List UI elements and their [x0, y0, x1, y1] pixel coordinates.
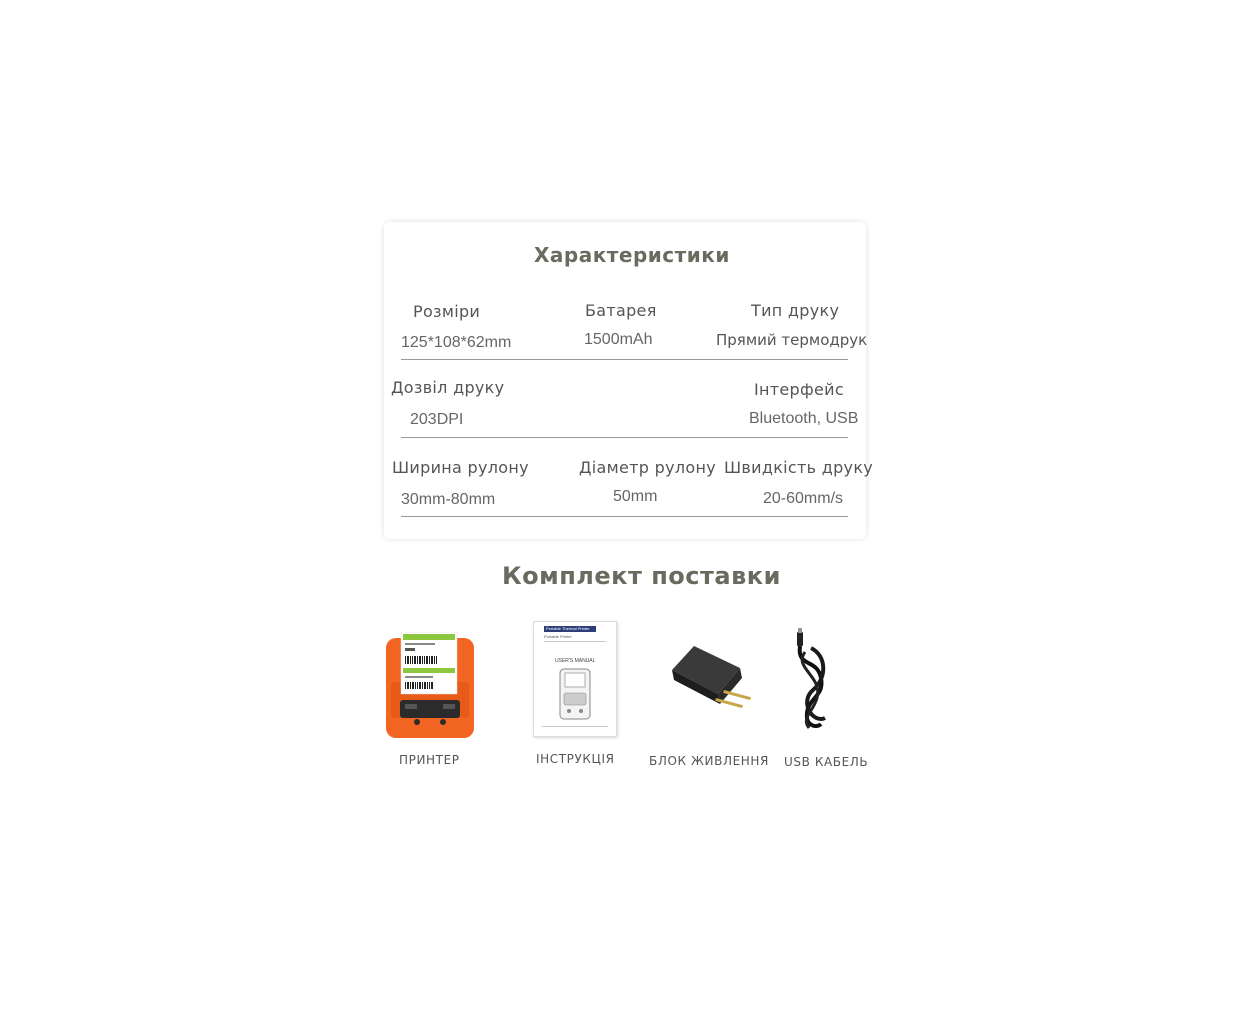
manual-cover-rule: [544, 641, 606, 642]
caption-power-adapter: БЛОК ЖИВЛЕННЯ: [649, 754, 769, 768]
printer-image: [385, 632, 475, 740]
spec-label-roll-width: Ширина рулону: [392, 458, 529, 477]
manual-cover-footer: [542, 726, 608, 727]
row-divider-2: [401, 437, 848, 438]
spec-label-print-speed: Швидкість друку: [724, 458, 874, 477]
spec-value-roll-width: 30mm-80mm: [401, 491, 496, 508]
spec-value-print-type: Прямий термодрук: [716, 331, 868, 349]
caption-usb-cable: USB КАБЕЛЬ: [784, 755, 869, 769]
spec-label-print-type: Тип друку: [751, 301, 840, 320]
package-title: Комплект поставки: [502, 562, 781, 590]
row-divider-1: [401, 359, 848, 360]
spec-value-print-speed: 20-60mm/s: [763, 490, 844, 507]
row-divider-3: [401, 516, 848, 517]
spec-value-resolution: 203DPI: [410, 411, 464, 428]
spec-value-battery: 1500mAh: [584, 331, 653, 348]
manual-cover-heading: USER'S MANUAL: [555, 658, 596, 664]
spec-value-dimensions: 125*108*62mm: [401, 334, 512, 351]
specs-title: Характеристики: [534, 243, 730, 267]
spec-label-resolution: Дозвіл друку: [391, 378, 505, 397]
spec-value-interface: Bluetooth, USB: [749, 410, 859, 427]
spec-value-roll-diameter: 50mm: [613, 488, 658, 505]
spec-label-battery: Батарея: [585, 301, 657, 320]
manual-cover-subtitle: Portable Printer: [544, 634, 572, 639]
spec-label-interface: Інтерфейс: [754, 380, 844, 399]
manual-cover-title: Portable Thermal Printer: [544, 626, 596, 632]
power-adapter-image: [668, 642, 756, 714]
spec-label-dimensions: Розміри: [413, 302, 481, 321]
usb-cable-image: [787, 628, 835, 732]
spec-label-roll-diameter: Діаметр рулону: [579, 458, 716, 477]
manual-printer-drawing: [558, 667, 592, 721]
caption-printer: ПРИНТЕР: [399, 753, 460, 767]
caption-manual: ІНСТРУКЦІЯ: [536, 752, 615, 766]
manual-image: [533, 621, 617, 737]
